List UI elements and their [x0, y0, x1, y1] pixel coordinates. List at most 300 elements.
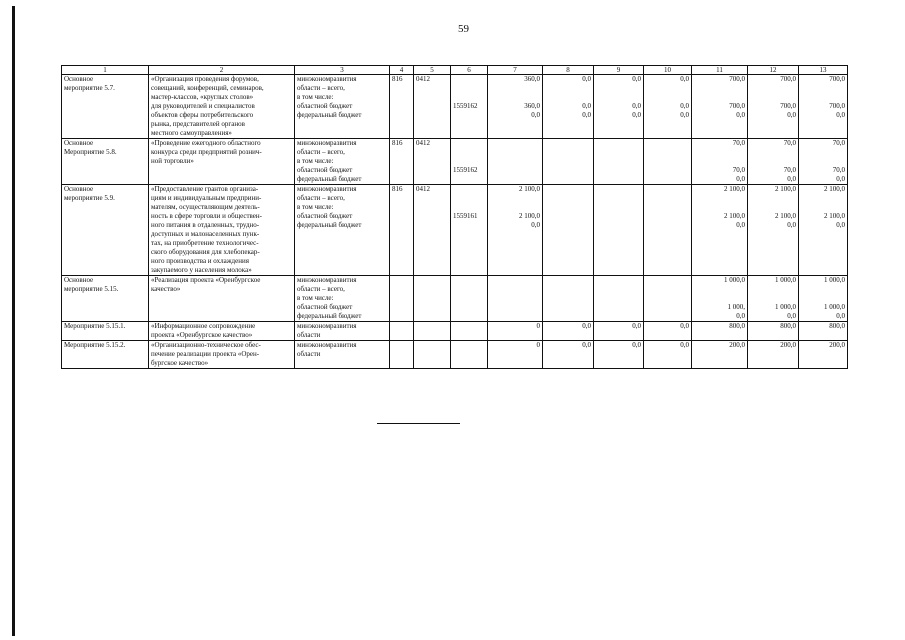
cell-line: 0412	[416, 185, 430, 193]
cell-line	[545, 93, 591, 102]
cell-line: доступных и малонаселенных пунк-	[151, 230, 260, 238]
target-article-cell	[451, 341, 488, 369]
cell-line	[453, 157, 485, 166]
cell-line: 0,0	[632, 341, 641, 349]
year-value-cell	[543, 341, 594, 369]
ministry-code-cell	[390, 139, 414, 185]
cell-line: 800,0	[729, 322, 745, 330]
year-value-cell	[594, 185, 644, 276]
cell-line	[801, 148, 845, 157]
cell-line	[750, 93, 796, 102]
year-value-cell	[748, 139, 799, 185]
cell-line: объектов сферы потребительского	[151, 111, 254, 119]
cell-line: 700,0	[829, 75, 845, 83]
cell-line: областной бюджет	[297, 102, 353, 110]
cell-line: 70,0	[732, 166, 745, 174]
cell-line: области	[297, 331, 321, 339]
cell-line: бургское качество»	[151, 359, 209, 367]
cell-line: 2 100,0	[724, 185, 745, 193]
cell-line	[453, 203, 485, 212]
cell-line	[801, 84, 845, 93]
cell-line: совещаний, конференций, семинаров,	[151, 84, 264, 92]
year-value-cell	[594, 75, 644, 139]
column-number-row	[62, 66, 848, 75]
cell-line: 2 100,0	[824, 185, 845, 193]
cell-line: мателям, осуществляющим деятель-	[151, 203, 260, 211]
table-row	[62, 322, 848, 341]
cell-line: 0	[536, 322, 540, 330]
col-header-5: 5	[414, 66, 451, 75]
cell-line	[694, 84, 745, 93]
cell-line: проекта «Оренбургское качество»	[151, 331, 253, 339]
cell-line	[596, 276, 641, 285]
cell-line: 0,0	[787, 312, 796, 320]
cell-line	[490, 93, 540, 102]
cell-line: мастер-классов, «круглых столов»	[151, 93, 254, 101]
ministry-code-cell	[390, 276, 414, 322]
cell-line	[750, 194, 796, 203]
year-value-cell	[543, 322, 594, 341]
cell-line: 0,0	[632, 102, 641, 110]
year-value-cell	[543, 139, 594, 185]
cell-line	[490, 203, 540, 212]
year-value-cell	[748, 276, 799, 322]
col-header-6: 6	[451, 66, 488, 75]
cell-line	[750, 157, 796, 166]
cell-line: области – всего,	[297, 148, 345, 156]
cell-line: 0	[536, 341, 540, 349]
cell-line: 0,0	[582, 75, 591, 83]
cell-line	[545, 139, 591, 148]
cell-line: 816	[392, 185, 403, 193]
cell-line: областной бюджет	[297, 212, 353, 220]
cell-line: закупаемого у населения молока»	[151, 266, 252, 274]
cell-line: 700,0	[729, 102, 745, 110]
year-value-cell	[488, 139, 543, 185]
year-value-cell	[488, 75, 543, 139]
year-value-cell	[692, 276, 748, 322]
event-name-cell	[149, 322, 295, 341]
cell-line: 1559162	[453, 102, 478, 110]
cell-line: Основное	[64, 75, 94, 83]
cell-line: качество»	[151, 285, 181, 293]
event-name-cell	[149, 139, 295, 185]
cell-line: в том числе:	[297, 203, 334, 211]
cell-line: области	[297, 350, 321, 358]
cell-line: ского оборудования для хлебопекар-	[151, 248, 260, 256]
year-value-cell	[644, 139, 692, 185]
target-article-cell	[451, 322, 488, 341]
cell-line: 200,0	[780, 341, 796, 349]
cell-line	[694, 285, 745, 294]
cell-line	[416, 341, 448, 350]
cell-line: 0,0	[632, 75, 641, 83]
cell-line: циям и индивидуальным предприни-	[151, 194, 262, 202]
cell-line: 360,0	[524, 75, 540, 83]
executor-cell	[295, 185, 390, 276]
target-article-cell	[451, 185, 488, 276]
cell-line: 2 100,0	[724, 212, 745, 220]
cell-line	[750, 148, 796, 157]
cell-line: 1559161	[453, 212, 478, 220]
cell-line: 70,0	[783, 166, 796, 174]
target-article-cell	[451, 139, 488, 185]
cell-line	[750, 84, 796, 93]
cell-line: области – всего,	[297, 84, 345, 92]
col-header-12: 12	[748, 66, 799, 75]
col-header-7: 7	[488, 66, 543, 75]
cell-line	[392, 322, 411, 331]
cell-line: 0,0	[632, 322, 641, 330]
ministry-code-cell	[390, 185, 414, 276]
cell-line: минэкономразвития	[297, 341, 357, 349]
cell-line: 2 100,0	[519, 212, 540, 220]
cell-line: ность в сфере торговли и обществен-	[151, 212, 262, 220]
cell-line: федеральный бюджет	[297, 312, 362, 320]
year-value-cell	[799, 75, 848, 139]
cell-line: областной бюджет	[297, 166, 353, 174]
event-name-cell	[149, 341, 295, 369]
cell-line: Основное	[64, 139, 94, 147]
executor-cell	[295, 341, 390, 369]
cell-line: ного производства и охлаждения	[151, 257, 249, 265]
cell-line: минэкономразвития	[297, 276, 357, 284]
cell-line: конкурса среди предприятий рознич-	[151, 148, 262, 156]
year-value-cell	[692, 75, 748, 139]
section-code-cell	[414, 322, 451, 341]
col-header-2: 2	[149, 66, 295, 75]
cell-line	[453, 75, 485, 84]
cell-line: ного питания в отдаленных, трудно-	[151, 221, 260, 229]
cell-line: «Предоставление грантов организа-	[151, 185, 259, 193]
year-value-cell	[594, 276, 644, 322]
cell-line: «Проведение ежегодного областного	[151, 139, 261, 147]
cell-line: 2 100,0	[519, 185, 540, 193]
cell-line: 800,0	[780, 322, 796, 330]
table-row	[62, 341, 848, 369]
year-value-cell	[644, 75, 692, 139]
cell-line	[694, 294, 745, 303]
cell-line: мероприятие 5.15.	[64, 285, 119, 293]
cell-line	[646, 185, 689, 194]
year-value-cell	[644, 322, 692, 341]
page-number: 59	[458, 23, 469, 35]
year-value-cell	[644, 341, 692, 369]
executor-cell	[295, 322, 390, 341]
table-row	[62, 276, 848, 322]
cell-line: 0,0	[632, 111, 641, 119]
year-value-cell	[692, 185, 748, 276]
cell-line: 1 000,0	[824, 276, 845, 284]
cell-line: 700,0	[829, 102, 845, 110]
col-header-9: 9	[594, 66, 644, 75]
event-code-cell	[62, 75, 149, 139]
cell-line	[801, 93, 845, 102]
cell-line	[453, 276, 485, 285]
section-code-cell	[414, 75, 451, 139]
cell-line	[453, 194, 485, 203]
cell-line	[490, 139, 540, 148]
ministry-code-cell	[390, 341, 414, 369]
col-header-13: 13	[799, 66, 848, 75]
cell-line: 0412	[416, 139, 430, 147]
cell-line: в том числе:	[297, 93, 334, 101]
cell-line: мероприятие 5.9.	[64, 194, 115, 202]
cell-line	[801, 194, 845, 203]
year-value-cell	[488, 341, 543, 369]
col-header-8: 8	[543, 66, 594, 75]
cell-line: 0,0	[680, 111, 689, 119]
executor-cell	[295, 75, 390, 139]
cell-line: 0,0	[836, 312, 845, 320]
cell-line	[694, 157, 745, 166]
cell-line: 1 000,0	[775, 276, 796, 284]
cell-line: 0,0	[680, 322, 689, 330]
cell-line: 1 000,0	[775, 303, 796, 311]
year-value-cell	[594, 322, 644, 341]
cell-line: Основное	[64, 185, 94, 193]
cell-line	[545, 276, 591, 285]
cell-line: 360,0	[524, 102, 540, 110]
table-row	[62, 75, 848, 139]
cell-line	[694, 148, 745, 157]
cell-line: 0412	[416, 75, 430, 83]
year-value-cell	[644, 276, 692, 322]
event-code-cell	[62, 185, 149, 276]
cell-line: 2 100,0	[824, 212, 845, 220]
cell-line	[596, 93, 641, 102]
year-value-cell	[799, 185, 848, 276]
cell-line: 700,0	[780, 102, 796, 110]
table-row	[62, 185, 848, 276]
cell-line: федеральный бюджет	[297, 221, 362, 229]
cell-line	[545, 84, 591, 93]
section-code-cell	[414, 341, 451, 369]
year-value-cell	[594, 139, 644, 185]
target-article-cell	[451, 75, 488, 139]
cell-line	[453, 185, 485, 194]
cell-line: 200,0	[729, 341, 745, 349]
year-value-cell	[748, 341, 799, 369]
section-code-cell	[414, 185, 451, 276]
cell-line: 0,0	[836, 175, 845, 183]
year-value-cell	[488, 322, 543, 341]
cell-line: минэкономразвития	[297, 185, 357, 193]
cell-line: 200,0	[829, 341, 845, 349]
cell-line: 0,0	[582, 322, 591, 330]
cell-line	[694, 194, 745, 203]
cell-line: «Информационное сопровождение	[151, 322, 256, 330]
cell-line	[490, 194, 540, 203]
cell-line	[453, 148, 485, 157]
cell-line	[545, 185, 591, 194]
cell-line: 0,0	[680, 75, 689, 83]
year-value-cell	[543, 185, 594, 276]
cell-line	[801, 294, 845, 303]
year-value-cell	[799, 276, 848, 322]
cell-line: 0,0	[680, 102, 689, 110]
cell-line: 0,0	[787, 221, 796, 229]
cell-line	[416, 322, 448, 331]
cell-line	[750, 294, 796, 303]
cell-line	[453, 93, 485, 102]
cell-line: 0,0	[736, 111, 745, 119]
event-name-cell	[149, 185, 295, 276]
cell-line: Основное	[64, 276, 94, 284]
year-value-cell	[543, 276, 594, 322]
cell-line: 0,0	[582, 341, 591, 349]
cell-line: 0,0	[582, 111, 591, 119]
cell-line: 816	[392, 75, 403, 83]
cell-line	[694, 93, 745, 102]
cell-line: 800,0	[829, 322, 845, 330]
cell-line: 1 000,0	[724, 276, 745, 284]
cell-line: в том числе:	[297, 294, 334, 302]
event-name-cell	[149, 75, 295, 139]
cell-line: 700,0	[780, 75, 796, 83]
cell-line: 1559162	[453, 166, 478, 174]
cell-line	[392, 276, 411, 285]
cell-line: 700,0	[729, 75, 745, 83]
cell-line	[596, 185, 641, 194]
cell-line: 0,0	[736, 175, 745, 183]
cell-line	[392, 341, 411, 350]
cell-line: 0,0	[787, 111, 796, 119]
cell-line: минэкономразвития	[297, 139, 357, 147]
event-code-cell	[62, 322, 149, 341]
table-row	[62, 139, 848, 185]
cell-line	[801, 285, 845, 294]
bottom-rule	[377, 423, 460, 424]
cell-line: 1 000,	[727, 303, 745, 311]
cell-line	[646, 276, 689, 285]
event-name-cell	[149, 276, 295, 322]
year-value-cell	[644, 185, 692, 276]
cell-line	[416, 276, 448, 285]
cell-line: в том числе:	[297, 157, 334, 165]
year-value-cell	[748, 185, 799, 276]
cell-line: мероприятие 5.7.	[64, 84, 115, 92]
cell-line	[646, 84, 689, 93]
cell-line: минэкономразвития	[297, 75, 357, 83]
cell-line: области – всего,	[297, 285, 345, 293]
cell-line: 1 000,0	[824, 303, 845, 311]
scan-edge-line	[12, 6, 15, 636]
cell-line	[646, 93, 689, 102]
cell-line: 70,0	[732, 139, 745, 147]
cell-line: 0,0	[736, 312, 745, 320]
cell-line	[801, 157, 845, 166]
year-value-cell	[692, 322, 748, 341]
cell-line: Мероприятие 5.8.	[64, 148, 117, 156]
year-value-cell	[488, 276, 543, 322]
year-value-cell	[799, 139, 848, 185]
cell-line: областной бюджет	[297, 303, 353, 311]
cell-line: Мероприятие 5.15.1.	[64, 322, 126, 330]
cell-line: 0,0	[836, 221, 845, 229]
target-article-cell	[451, 276, 488, 322]
cell-line	[453, 139, 485, 148]
col-header-10: 10	[644, 66, 692, 75]
cell-line: 70,0	[783, 139, 796, 147]
year-value-cell	[692, 139, 748, 185]
cell-line	[490, 276, 540, 285]
cell-line	[694, 203, 745, 212]
cell-line: 0,0	[531, 221, 540, 229]
cell-line: «Организация проведения форумов,	[151, 75, 259, 83]
ministry-code-cell	[390, 322, 414, 341]
cell-line	[453, 84, 485, 93]
cell-line: 2 100,0	[775, 212, 796, 220]
col-header-3: 3	[295, 66, 390, 75]
cell-line: минэкономразвития	[297, 322, 357, 330]
executor-cell	[295, 139, 390, 185]
cell-line: 70,0	[832, 166, 845, 174]
event-code-cell	[62, 276, 149, 322]
cell-line: 0,0	[836, 111, 845, 119]
year-value-cell	[594, 341, 644, 369]
cell-line: 0,0	[680, 341, 689, 349]
year-value-cell	[799, 322, 848, 341]
cell-line: рынка, представителей органов	[151, 120, 245, 128]
col-header-1: 1	[62, 66, 149, 75]
cell-line: «Организационно-техническое обес-	[151, 341, 261, 349]
cell-line	[453, 341, 485, 350]
cell-line: тах, на приобретение технологичес-	[151, 239, 259, 247]
event-code-cell	[62, 139, 149, 185]
cell-line: 0,0	[736, 221, 745, 229]
section-code-cell	[414, 139, 451, 185]
cell-line: 0,0	[582, 102, 591, 110]
cell-line: 70,0	[832, 139, 845, 147]
executor-cell	[295, 276, 390, 322]
year-value-cell	[543, 75, 594, 139]
cell-line	[596, 139, 641, 148]
cell-line: 0,0	[531, 111, 540, 119]
cell-line	[490, 84, 540, 93]
cell-line: ной торговли»	[151, 157, 194, 165]
col-header-4: 4	[390, 66, 414, 75]
cell-line: 0,0	[787, 175, 796, 183]
year-value-cell	[488, 185, 543, 276]
program-table	[61, 65, 848, 369]
cell-line: 2 100,0	[775, 185, 796, 193]
cell-line: для руководителей и специалистов	[151, 102, 255, 110]
cell-line: области – всего,	[297, 194, 345, 202]
cell-line: печение реализации проекта «Орен-	[151, 350, 260, 358]
cell-line: федеральный бюджет	[297, 175, 362, 183]
cell-line	[453, 322, 485, 331]
table-body	[62, 75, 848, 369]
cell-line	[750, 203, 796, 212]
cell-line	[596, 84, 641, 93]
cell-line	[750, 285, 796, 294]
event-code-cell	[62, 341, 149, 369]
cell-line: «Реализация проекта «Оренбургское	[151, 276, 261, 284]
year-value-cell	[692, 341, 748, 369]
cell-line: Мероприятие 5.15.2.	[64, 341, 126, 349]
col-header-11: 11	[692, 66, 748, 75]
year-value-cell	[748, 322, 799, 341]
cell-line: федеральный бюджет	[297, 111, 362, 119]
cell-line: местного самоуправления»	[151, 129, 232, 137]
year-value-cell	[748, 75, 799, 139]
ministry-code-cell	[390, 75, 414, 139]
year-value-cell	[799, 341, 848, 369]
section-code-cell	[414, 276, 451, 322]
cell-line	[801, 203, 845, 212]
cell-line	[646, 139, 689, 148]
